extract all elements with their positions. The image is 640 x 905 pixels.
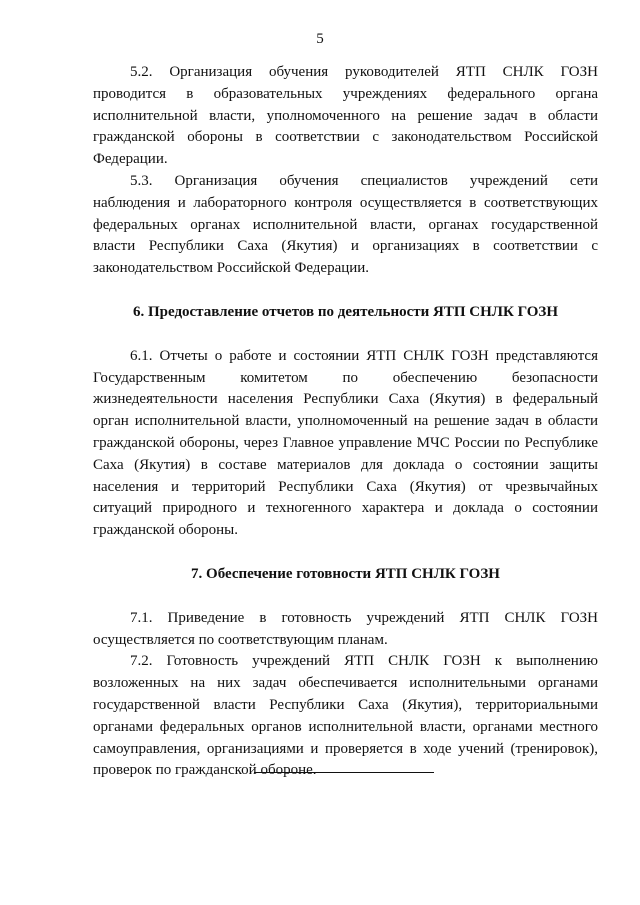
text-line: самоуправления, организациями и проверяется в ходе учений (тренировок), bbox=[93, 740, 598, 757]
text-line: гражданской обороны в соответствии с законодательством Российской bbox=[93, 129, 598, 146]
text-line: проверок по гражданской обороне. bbox=[93, 762, 317, 779]
paragraph-6-1 bbox=[93, 346, 598, 542]
text-line: федеральных органах исполнительной власти, органах государственной bbox=[93, 216, 598, 233]
text-line: Федерации. bbox=[93, 151, 168, 168]
text-line: исполнительной власти, уполномоченного на решение задач в области bbox=[93, 107, 598, 124]
paragraph-7-2 bbox=[93, 651, 598, 782]
paragraph-5-2 bbox=[93, 62, 598, 171]
section-heading-7: 7. Обеспечение готовности ЯТП СНЛК ГОЗН bbox=[191, 565, 500, 582]
text-line: органами федеральных органов исполнительной власти, органами местного bbox=[93, 718, 598, 735]
text-line: Саха (Якутия) в составе материалов для доклада о состоянии защиты bbox=[93, 456, 598, 473]
text-line: гражданской обороны, через Главное управление МЧС России по Республике bbox=[93, 434, 598, 451]
text-line: 5.3. Организация обучения специалистов учреждений сети bbox=[130, 172, 598, 189]
text-line: проводится в образовательных учреждениях федерального органа bbox=[93, 85, 598, 102]
text-line: 7.1. Приведение в готовность учреждений ЯТП СНЛК ГОЗН bbox=[130, 609, 598, 626]
text-line: наблюдения и лабораторного контроля осуществляется в соответствующих bbox=[93, 194, 598, 211]
text-line: власти Республики Саха (Якутия) и организациях в соответствии с bbox=[93, 238, 598, 255]
paragraph-7-1 bbox=[93, 608, 598, 652]
document-body bbox=[93, 62, 598, 782]
text-line: орган исполнительной власти, уполномоченный на решение задач в области bbox=[93, 413, 598, 430]
text-line: осуществляется по соответствующим планам. bbox=[93, 631, 388, 648]
section-heading-6: 6. Предоставление отчетов по деятельности ЯТП СНЛК ГОЗН bbox=[132, 303, 559, 320]
text-line: гражданской обороны. bbox=[93, 522, 238, 539]
paragraph-5-3 bbox=[93, 171, 598, 280]
page-number: 5 bbox=[316, 31, 324, 47]
text-line: 5.2. Организация обучения руководителей ЯТП СНЛК ГОЗН bbox=[130, 64, 598, 80]
text-line: Государственным комитетом по обеспечению безопасности bbox=[93, 369, 598, 386]
text-line: 7.2. Готовность учреждений ЯТП СНЛК ГОЗН к выполнению bbox=[130, 653, 598, 670]
text-line: населения и территорий Республики Саха (Якутия) от чрезвычайных bbox=[93, 478, 598, 495]
text-line: законодательством Российской Федерации. bbox=[93, 260, 370, 277]
text-line: жизнедеятельности населения Республики Саха (Якутия) в федеральный bbox=[93, 391, 598, 408]
text-line: возложенных на них задач обеспечивается исполнительными органами bbox=[93, 675, 598, 692]
closing-rule bbox=[254, 772, 434, 773]
text-line: ситуаций природного и техногенного характера и доклада о состоянии bbox=[93, 500, 598, 517]
text-line: 6.1. Отчеты о работе и состоянии ЯТП СНЛК ГОЗН представляются bbox=[130, 347, 598, 364]
text-line: государственной власти Республики Саха (Якутия), территориальными bbox=[93, 696, 598, 713]
